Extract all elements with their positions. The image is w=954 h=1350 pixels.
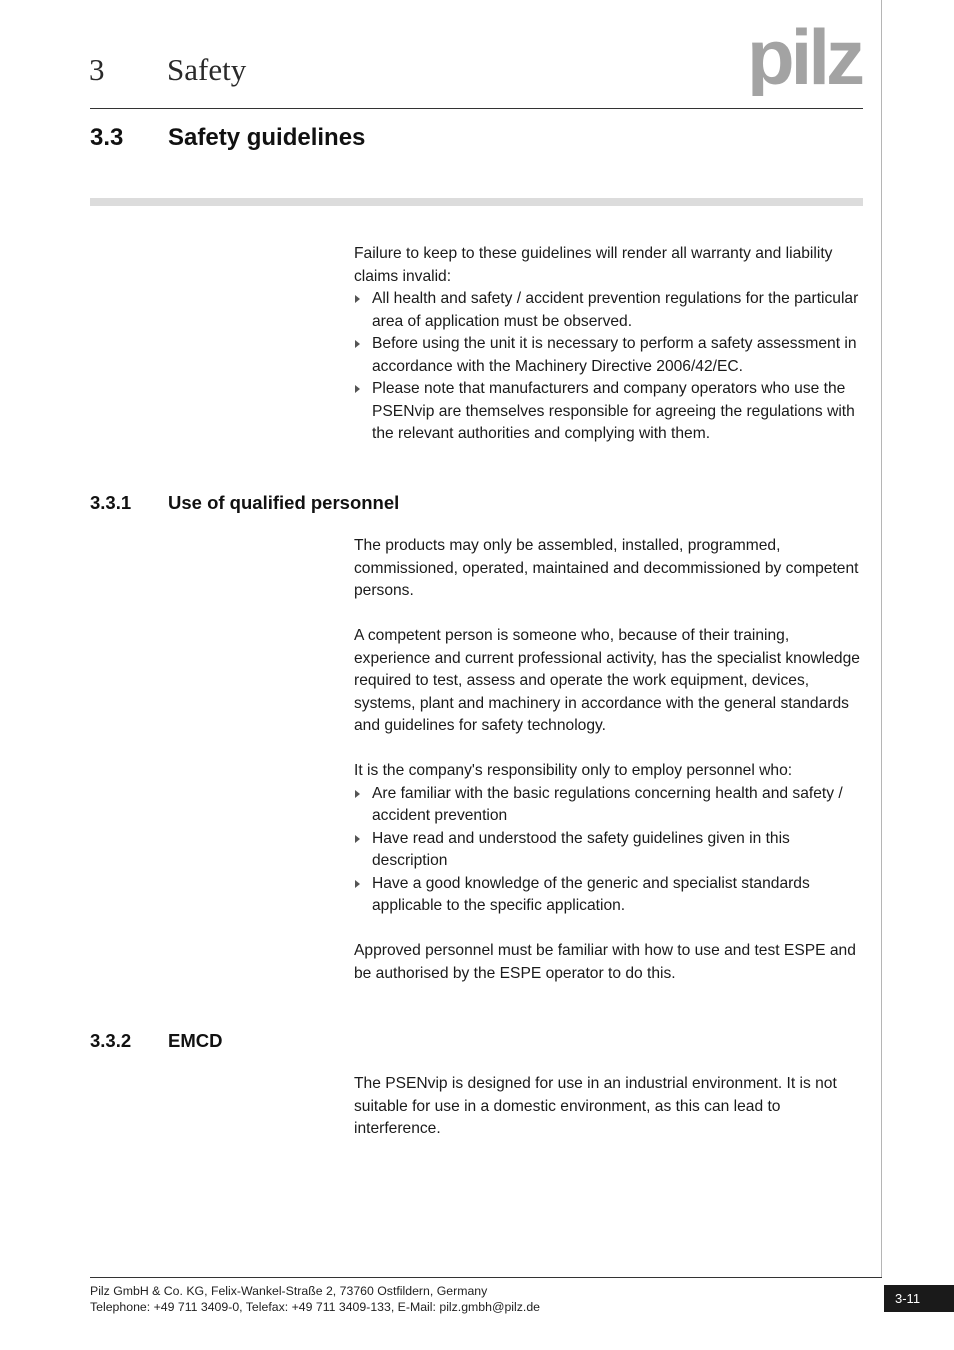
bullet-arrow-icon: [355, 880, 360, 888]
chapter-number: 3: [89, 52, 105, 87]
personnel-bullet-list: [354, 783, 864, 918]
list-item: Have read and understood the safety guidelines given in this description: [354, 828, 864, 873]
section-divider-bar: [90, 198, 863, 206]
list-item: Before using the unit it is necessary to perform a safety assessment in accordance with the Machinery Directive 2006/42/EC.: [354, 333, 864, 378]
paragraph: The products may only be assembled, installed, programmed, commissioned, operated, maintained and decommissioned by competent persons.: [354, 537, 859, 599]
paragraph: It is the company's responsibility only to employ personnel who:: [354, 762, 793, 779]
list-item: Please note that manufacturers and company operators who use the PSENvip are themselves responsible for agreeing the regulations with the relevant authorities and complying with them.: [354, 378, 864, 446]
section-number: 3.3: [90, 124, 124, 151]
section-intro: Failure to keep to these guidelines will render all warranty and liability claims invalid:: [354, 245, 833, 285]
paragraph: A competent person is someone who, because of their training, experience and current professional activity, has the specialist knowledge required to test, assess and operate the work equipment, devices, systems, plant and machinery in accordance with the general standards and guidelines for safety technology.: [354, 627, 860, 734]
page-number: 3-11: [884, 1285, 954, 1312]
chapter-title: Safety: [167, 52, 247, 87]
subsection-number: 3.3.2: [90, 1030, 132, 1051]
header-rule: [90, 108, 863, 109]
subsection-title: EMCD: [168, 1030, 223, 1051]
footer-address: Pilz GmbH & Co. KG, Felix-Wankel-Straße 2, 73760 Ostfildern, Germany: [90, 1284, 488, 1298]
pilz-logo: [746, 24, 866, 96]
bullet-arrow-icon: [355, 790, 360, 798]
subsection-number: 3.3.1: [90, 492, 132, 513]
bullet-arrow-icon: [355, 385, 360, 393]
right-margin-rule: [881, 0, 882, 1277]
footer-contact: Telephone: +49 711 3409-0, Telefax: +49 711 3409-133, E-Mail: pilz.gmbh@pilz.de: [90, 1300, 541, 1314]
subsection-1-body: [354, 535, 864, 985]
bullet-arrow-icon: [355, 835, 360, 843]
paragraph: The PSENvip is designed for use in an industrial environment. It is not suitable for use in a domestic environment, as this can lead to interference.: [354, 1075, 837, 1137]
list-item: Are familiar with the basic regulations concerning health and safety / accident prevention: [354, 783, 864, 828]
bullet-arrow-icon: [355, 295, 360, 303]
subsection-title: Use of qualified personnel: [168, 492, 400, 513]
list-item: All health and safety / accident prevention regulations for the particular area of application must be observed.: [354, 288, 864, 333]
section-bullet-list: [354, 288, 864, 446]
list-item: Have a good knowledge of the generic and specialist standards applicable to the specific application.: [354, 873, 864, 918]
subsection-2-body: [354, 1073, 864, 1141]
footer: [90, 1283, 540, 1315]
footer-rule: [90, 1277, 882, 1278]
logo-text: pilz: [747, 24, 861, 96]
paragraph: Approved personnel must be familiar with how to use and test ESPE and be authorised by the ESPE operator to do this.: [354, 942, 856, 982]
section-body: [354, 243, 864, 446]
bullet-arrow-icon: [355, 340, 360, 348]
section-title: Safety guidelines: [168, 124, 366, 151]
